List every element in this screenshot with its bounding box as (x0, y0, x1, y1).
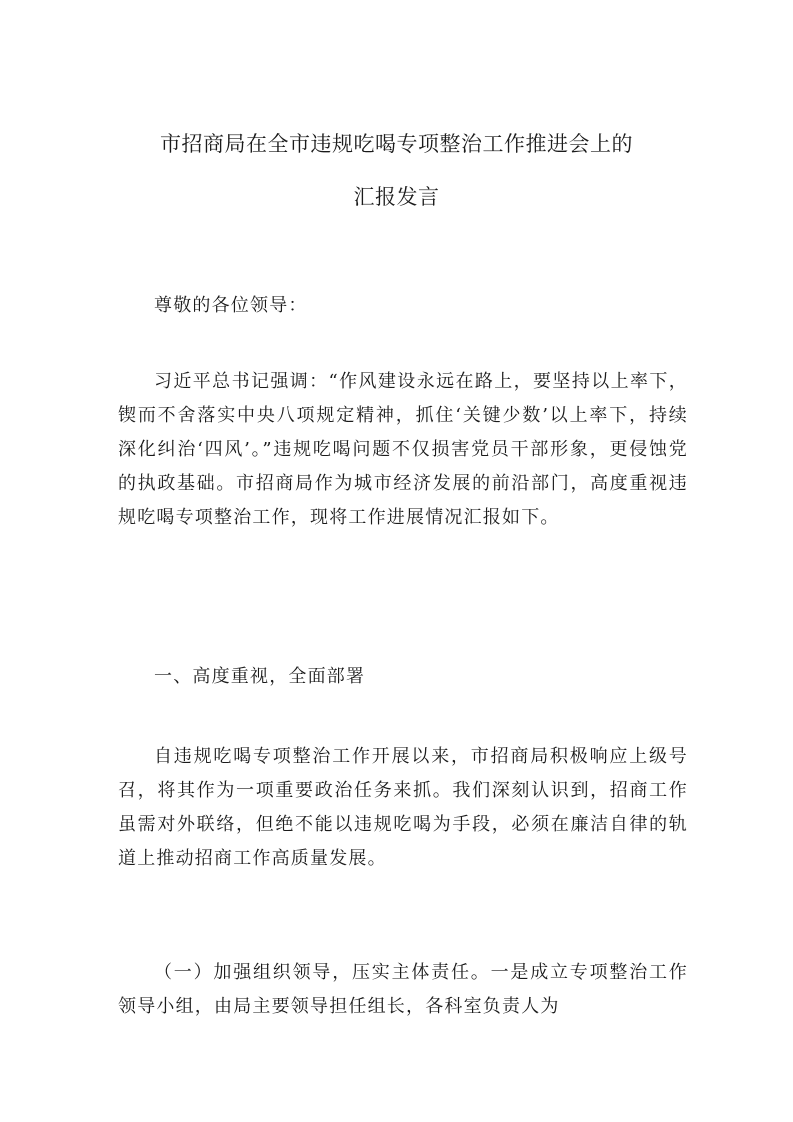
section-heading-1: 一、高度重视，全面部署 (154, 666, 366, 687)
intro-paragraph: 习近平总书记强调：“作风建设永远在路上，要坚持以上率下，锲而不舍落实中央八项规定精神，抓住‘关键少数’以上率下，持续深化纠治‘四风’。”违规吃喝问题不仅损害党员干部形象，更侵蚀党的执政基础。市招商局作为城市经济发展的前沿部门，高度重视违规吃喝专项整治工作，现将工作进展情况汇报如下。 (118, 371, 688, 528)
section-1-paragraph: 自违规吃喝专项整治工作开展以来，市招商局积极响应上级号召，将其作为一项重要政治任务来抓。我们深刻认识到，招商工作虽需对外联络，但绝不能以违规吃喝为手段，必须在廉洁自律的轨道上推动招商工作高质量发展。 (118, 746, 688, 869)
document-title-line-2: 汇报发言 (353, 185, 440, 209)
salutation: 尊敬的各位领导： (154, 295, 308, 316)
subsection-1-paragraph: （一）加强组织领导，压实主体责任。一是成立专项整治工作领导小组，由局主要领导担任组长，各科室负责人为 (118, 962, 688, 1017)
document-title-line-1: 市招商局在全市违规吃喝专项整治工作推进会上的 (160, 132, 633, 156)
